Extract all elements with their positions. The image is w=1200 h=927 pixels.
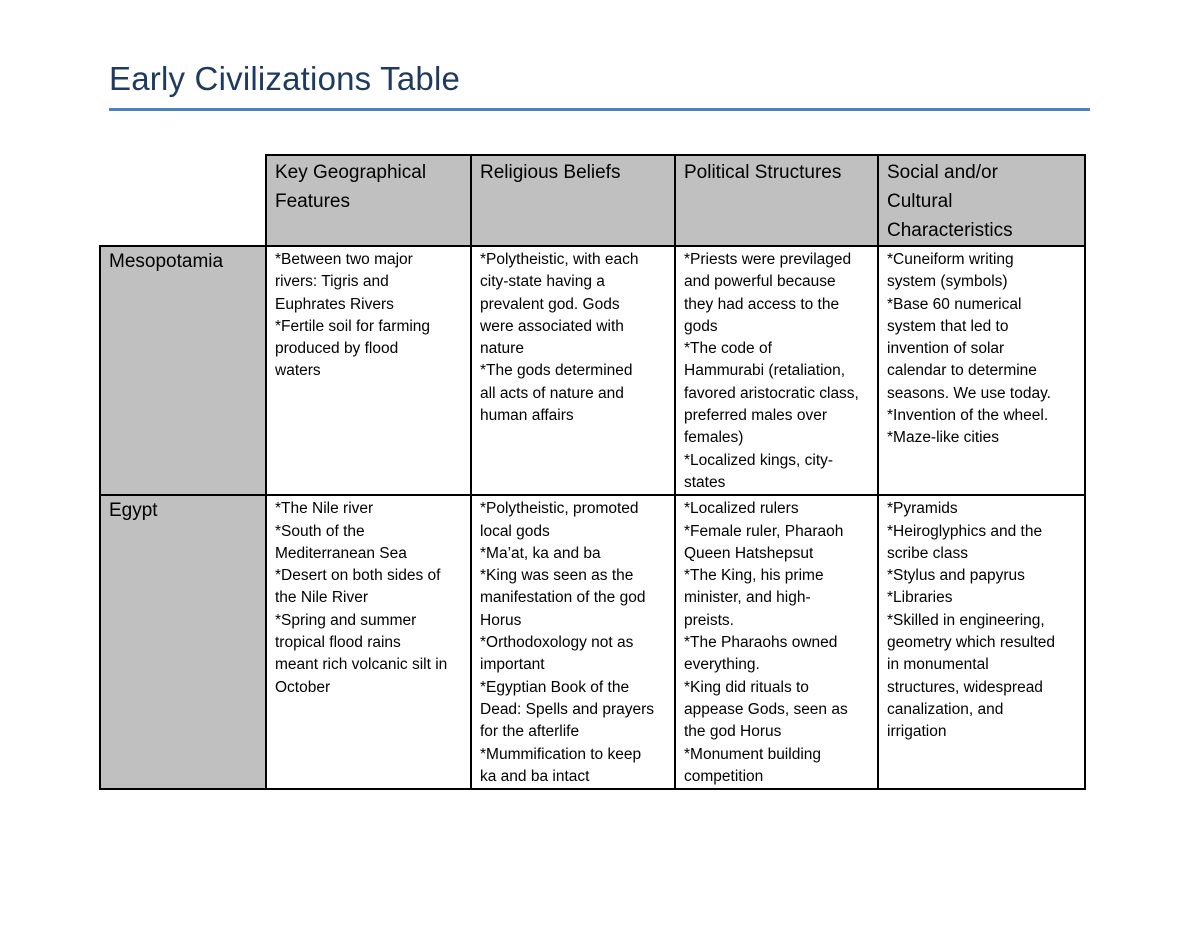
header-row [100, 155, 1085, 246]
cell-egypt-geography: *The Nile river *South of the Mediterranean Sea *Desert on both sides of the Nile River *Spring and summer tropical flood rains meant rich volcanic silt in October [266, 495, 471, 789]
column-header-politics: Political Structures [675, 155, 878, 246]
cell-mesopotamia-politics: *Priests were previlaged and powerful because they had access to the gods *The code of Hammurabi (retaliation, favored aristocratic class, preferred males over females) *Localized kings, city- states [675, 246, 878, 495]
cell-mesopotamia-geography: *Between two major rivers: Tigris and Euphrates Rivers *Fertile soil for farming produced by flood waters [266, 246, 471, 495]
cell-egypt-politics: *Localized rulers *Female ruler, Pharaoh Queen Hatshepsut *The King, his prime minister, and high- preists. *The Pharaohs owned everything. *King did rituals to appease Gods, seen as the god Horus *Monument building competition [675, 495, 878, 789]
cell-mesopotamia-social-cultural: *Cuneiform writing system (symbols) *Base 60 numerical system that led to invention of solar calendar to determine seasons. We use today. *Invention of the wheel. *Maze-like cities [878, 246, 1085, 495]
title-underline [109, 108, 1090, 111]
row-label-mesopotamia: Mesopotamia [100, 246, 266, 495]
column-header-religion: Religious Beliefs [471, 155, 675, 246]
row-label-egypt: Egypt [100, 495, 266, 789]
table-row [100, 495, 1085, 789]
column-header-geography: Key Geographical Features [266, 155, 471, 246]
table-row [100, 246, 1085, 495]
cell-egypt-religion: *Polytheistic, promoted local gods *Ma’at, ka and ba *King was seen as the manifestation of the god Horus *Orthodoxology not as important *Egyptian Book of the Dead: Spells and prayers for the afterlife *Mummification to keep ka and ba intact [471, 495, 675, 789]
cell-egypt-social-cultural: *Pyramids *Heiroglyphics and the scribe class *Stylus and papyrus *Libraries *Skilled in engineering, geometry which resulted in monumental structures, widespread canalization, and irrigation [878, 495, 1085, 789]
civilizations-table [99, 154, 1086, 790]
corner-cell [100, 155, 266, 246]
page-title: Early Civilizations Table [109, 60, 461, 97]
column-header-social-cultural: Social and/or Cultural Characteristics [878, 155, 1085, 246]
cell-mesopotamia-religion: *Polytheistic, with each city-state having a prevalent god. Gods were associated with nature *The gods determined all acts of nature and human affairs [471, 246, 675, 495]
